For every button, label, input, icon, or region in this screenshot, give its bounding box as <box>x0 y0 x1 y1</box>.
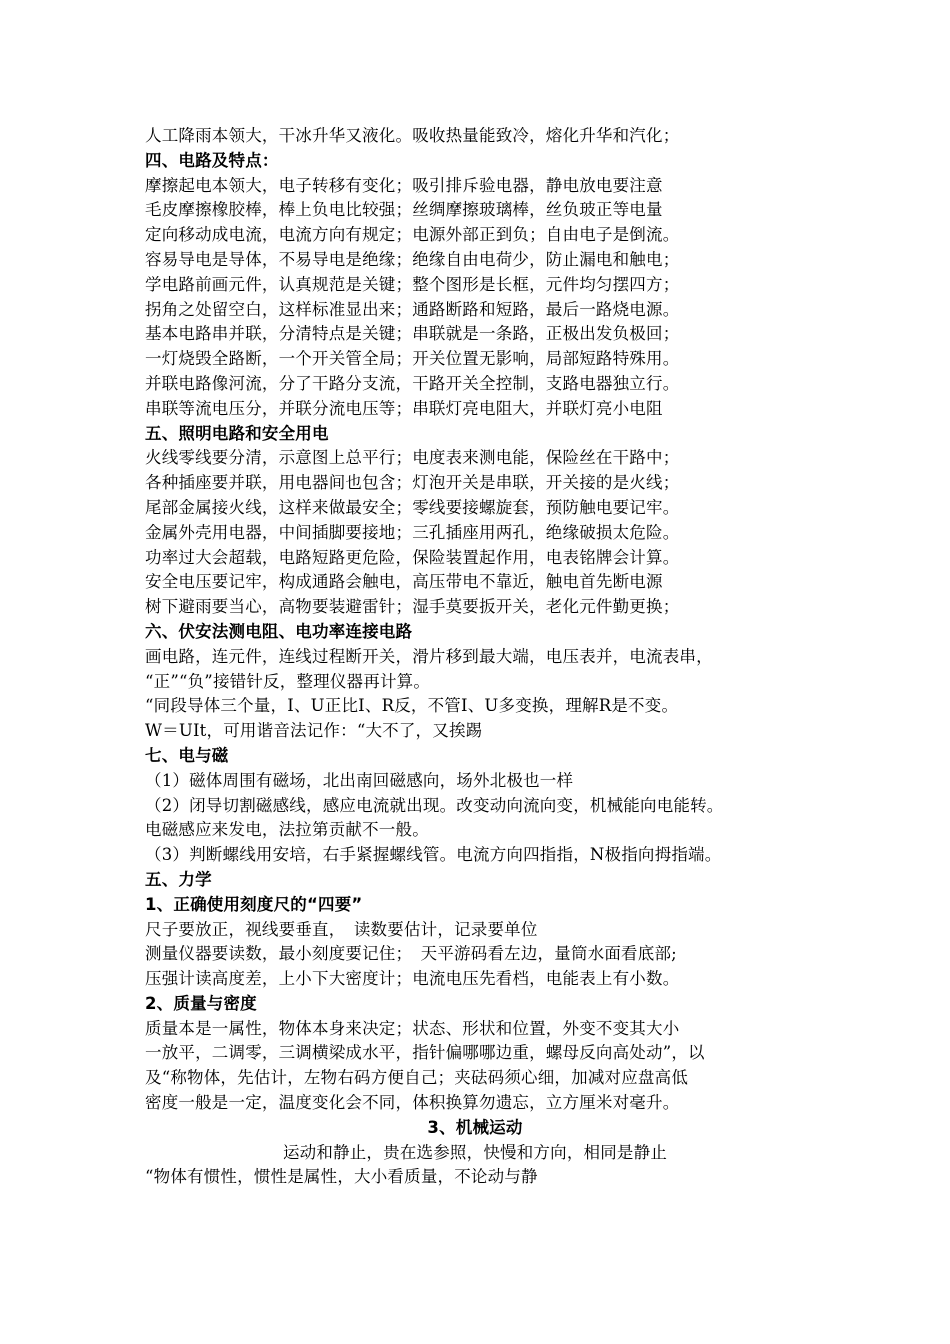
text-line: “物体有惯性，惯性是属性，大小看质量，不论动与静 <box>145 1167 538 1187</box>
text-line: （3）判断螺线用安培，右手紧握螺线管。电流方向四指指，N极指向拇指端。 <box>145 845 722 865</box>
text-line: 火线零线要分清，示意图上总平行；电度表来测电能，保险丝在干路中； <box>145 448 680 468</box>
text-line: 金属外壳用电器，中间插脚要接地；三孔插座用两孔，绝缘破损太危险。 <box>145 522 680 542</box>
text-line: 毛皮摩擦橡胶棒，棒上负电比较强；丝绸摩擦玻璃棒，丝负玻正等电量 <box>145 200 663 220</box>
text-line: 尺子要放正，视线要垂直， 读数要估计，记录要单位 <box>145 919 538 939</box>
text-line: “正”“负”接错针反，整理仪器再计算。 <box>145 671 431 691</box>
subsection-heading: 3、机械运动 <box>427 1117 523 1137</box>
section-heading: 五、力学 <box>145 869 212 889</box>
text-line: 拐角之处留空白，这样标准显出来；通路断路和短路，最后一路烧电源。 <box>145 299 680 319</box>
text-line: 功率过大会超载，电路短路更危险，保险装置起作用，电表铭牌会计算。 <box>145 547 680 567</box>
text-line: 摩擦起电本领大，电子转移有变化；吸引排斥验电器，静电放电要注意 <box>145 175 663 195</box>
text-line: 画电路，连元件，连线过程断开关，滑片移到最大端，电压表并，电流表串， <box>145 646 713 666</box>
text-line: 定向移动成电流，电流方向有规定；电源外部正到负；自由电子是倒流。 <box>145 225 680 245</box>
text-line: 并联电路像河流，分了干路分支流，干路开关全控制，支路电器独立行。 <box>145 373 680 393</box>
text-line: 串联等流电压分，并联分流电压等；串联灯亮电阻大，并联灯亮小电阻 <box>145 398 663 418</box>
text-line: 压强计读高度差，上小下大密度计；电流电压先看档，电能表上有小数。 <box>145 969 680 989</box>
document-page <box>145 124 805 1190</box>
text-line: 一灯烧毁全路断，一个开关管全局；开关位置无影响，局部短路特殊用。 <box>145 349 680 369</box>
section-heading: 四、电路及特点： <box>145 150 279 170</box>
text-line: 基本电路串并联，分清特点是关键；串联就是一条路，正极出发负极回； <box>145 324 680 344</box>
text-line: 树下避雨要当心，高物要装避雷针；湿手莫要扳开关，老化元件勤更换； <box>145 597 680 617</box>
subsection-heading: 1、正确使用刻度尺的“四要” <box>145 894 363 914</box>
text-line: 学电路前画元件，认真规范是关键；整个图形是长框，元件均匀摆四方； <box>145 274 680 294</box>
text-line: “同段导体三个量，I、U正比I、R反，不管I、U多变换，理解R是不变。 <box>145 696 679 716</box>
text-line: 及“称物体，先估计，左物右码方便自己；夹砝码须心细，加减对应盘高低 <box>145 1068 689 1088</box>
text-line: （2）闭导切割磁感线，感应电流就出现。改变动向流向变，机械能向电能转。 <box>145 795 724 815</box>
text-line: W＝UIt，可用谐音法记作：“大不了，又挨踢 <box>145 721 483 741</box>
text-line: 人工降雨本领大，干冰升华又液化。吸收热量能致冷，熔化升华和汽化； <box>145 126 680 145</box>
text-line: 尾部金属接火线，这样来做最安全；零线要接螺旋套，预防触电要记牢。 <box>145 497 680 517</box>
section-heading: 六、伏安法测电阻、电功率连接电路 <box>145 621 413 641</box>
text-line: （1）磁体周围有磁场，北出南回磁感向，场外北极也一样 <box>145 770 574 790</box>
text-line: 电磁感应来发电，法拉第贡献不一般。 <box>145 820 429 840</box>
text-line: 质量本是一属性，物体本身来决定；状态、形状和位置，外变不变其大小 <box>145 1018 680 1038</box>
text-line: 密度一般是一定，温度变化会不同，体积换算勿遗忘，立方厘米对毫升。 <box>145 1093 680 1113</box>
subsection-heading: 2、质量与密度 <box>145 993 257 1013</box>
text-line: 一放平，二调零，三调横梁成水平，指针偏哪哪边重，螺母反向高处动”，以 <box>145 1043 705 1063</box>
text-line: 各种插座要并联，用电器间也包含；灯泡开关是串联，开关接的是火线； <box>145 473 680 493</box>
section-heading: 七、电与磁 <box>145 745 229 765</box>
text-line: 容易导电是导体，不易导电是绝缘；绝缘自由电荷少，防止漏电和触电； <box>145 249 680 269</box>
text-line: 运动和静止，贵在选参照，快慢和方向，相同是静止 <box>282 1142 668 1162</box>
section-heading: 五、照明电路和安全用电 <box>145 423 329 443</box>
text-line: 安全电压要记牢，构成通路会触电，高压带电不靠近，触电首先断电源 <box>145 572 663 592</box>
text-line: 测量仪器要读数，最小刻度要记住； 天平游码看左边，量筒水面看底部; <box>145 944 677 964</box>
